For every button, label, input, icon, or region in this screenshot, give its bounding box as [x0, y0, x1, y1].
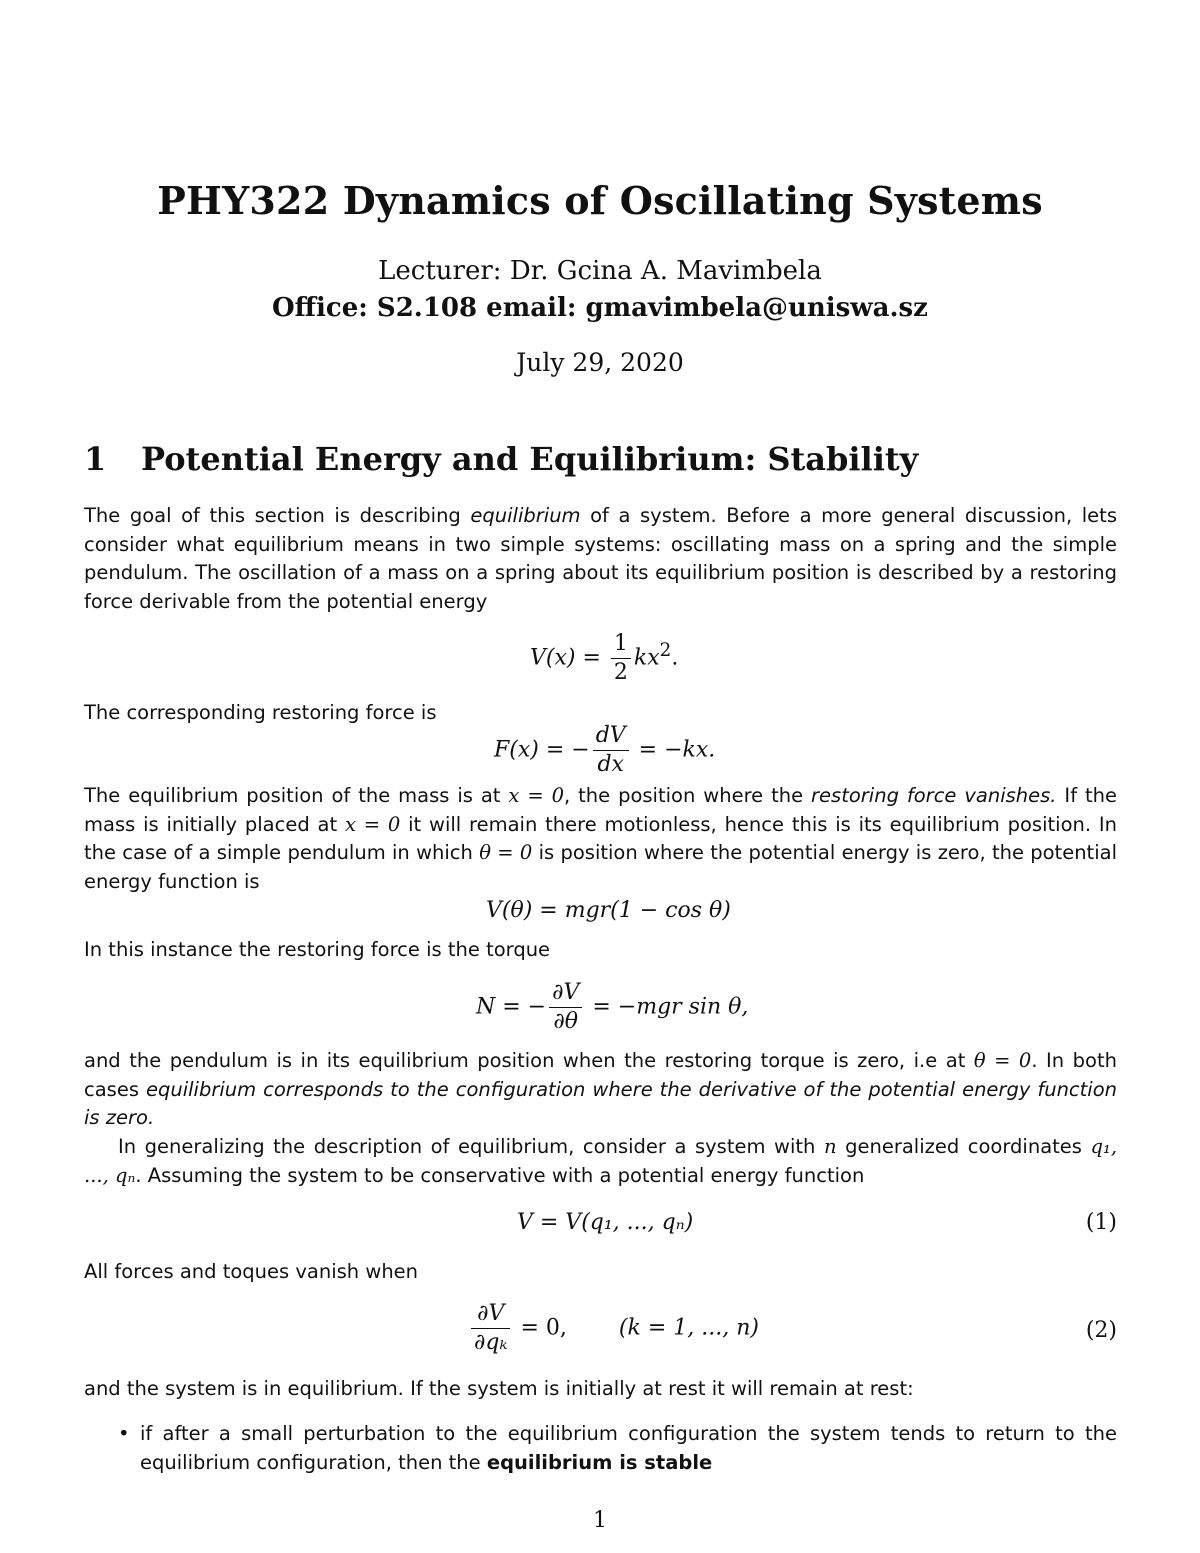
emphasis-restoring-force: restoring force vanishes. — [811, 784, 1057, 807]
page-number: 1 — [593, 1508, 607, 1533]
equation-torque: N = − $\frac{\partial V}{\partial\theta}$ = −mgr sin θ, — [476, 980, 749, 1034]
equation-1-label: (1) — [1085, 1210, 1117, 1235]
document-date: July 29, 2020 — [516, 348, 684, 377]
equation-2-label: (2) — [1085, 1318, 1117, 1343]
paragraph-intro: The goal of this section is describing equilibrium of a system. Before a more general discussion, lets consider what equilibrium means in two simple systems: oscillating mass on a spring and the simple pendulum. The oscillation of a mass on a spring about its equilibrium position is described by a restoring force derivable from the potential energy — [84, 504, 1117, 613]
document-title: PHY322 Dynamics of Oscillating Systems — [157, 178, 1043, 223]
stability-list — [84, 1420, 1117, 1477]
equation-2: $\frac{\partial V}{\text{∂qₖ}}$ = 0, (k = 1, ..., n) — [468, 1300, 759, 1357]
equation-force: F(x) = − $\frac{dV}{dx}$ = −kx. — [494, 723, 716, 777]
paragraph-restoring-force: The corresponding restoring force is — [84, 701, 437, 724]
paragraph-rest: and the system is in equilibrium. If the system is initially at rest it will remain at rest: — [84, 1377, 914, 1400]
equation-spring-potential: V(x) = $\frac{1}{2}$ $kx^2$. — [530, 631, 679, 685]
emphasis-equilibrium: equilibrium — [470, 504, 581, 527]
equation-pendulum-potential: V(θ) = mgr(1 − cos θ) — [486, 898, 731, 923]
bullet-icon: • — [118, 1422, 130, 1445]
paragraph-generalized: In generalizing the description of equilibrium, consider a system with n generalized coordinates q₁, ..., qₙ. Assuming the system to be conservative with a potential energy function — [84, 1135, 1118, 1187]
section-heading — [84, 440, 918, 478]
paragraph-torque: In this instance the restoring force is the torque — [84, 938, 551, 961]
paragraph-pendulum-equilibrium: and the pendulum is in its equilibrium position when the restoring torque is zero, i.e at θ = 0. In both cases equilibrium corresponds to the configuration where the derivative of the potential energy function is zero. — [84, 1049, 1118, 1129]
paragraph-equilibrium-position: The equilibrium position of the mass is at x = 0, the position where the restoring force vanishes. If the mass is initially placed at x = 0 it will remain there motionless, hence this is its equilibrium position. In the case of a simple pendulum in which θ = 0 is position where the potential energy is zero, the potential energy function is — [84, 784, 1117, 893]
paragraph-forces-vanish: All forces and toques vanish when — [84, 1260, 419, 1283]
emphasis-equilibrium-derivative: equilibrium corresponds to the configuration where the derivative of the potential energy function is zero. — [84, 1077, 1118, 1129]
section-number: 1 — [84, 440, 107, 478]
lecturer-line: Lecturer: Dr. Gcina A. Mavimbela — [378, 256, 822, 286]
equation-1: V = V(q₁, ..., qₙ) — [517, 1210, 694, 1235]
section-title: Potential Energy and Equilibrium: Stability — [141, 440, 919, 478]
office-email-line: Office: S2.108 email: gmavimbela@uniswa.sz — [272, 293, 928, 323]
list-item: • if after a small perturbation to the equilibrium configuration the system tends to return to the equilibrium configuration, then the equilibrium is stable — [118, 1422, 1117, 1474]
